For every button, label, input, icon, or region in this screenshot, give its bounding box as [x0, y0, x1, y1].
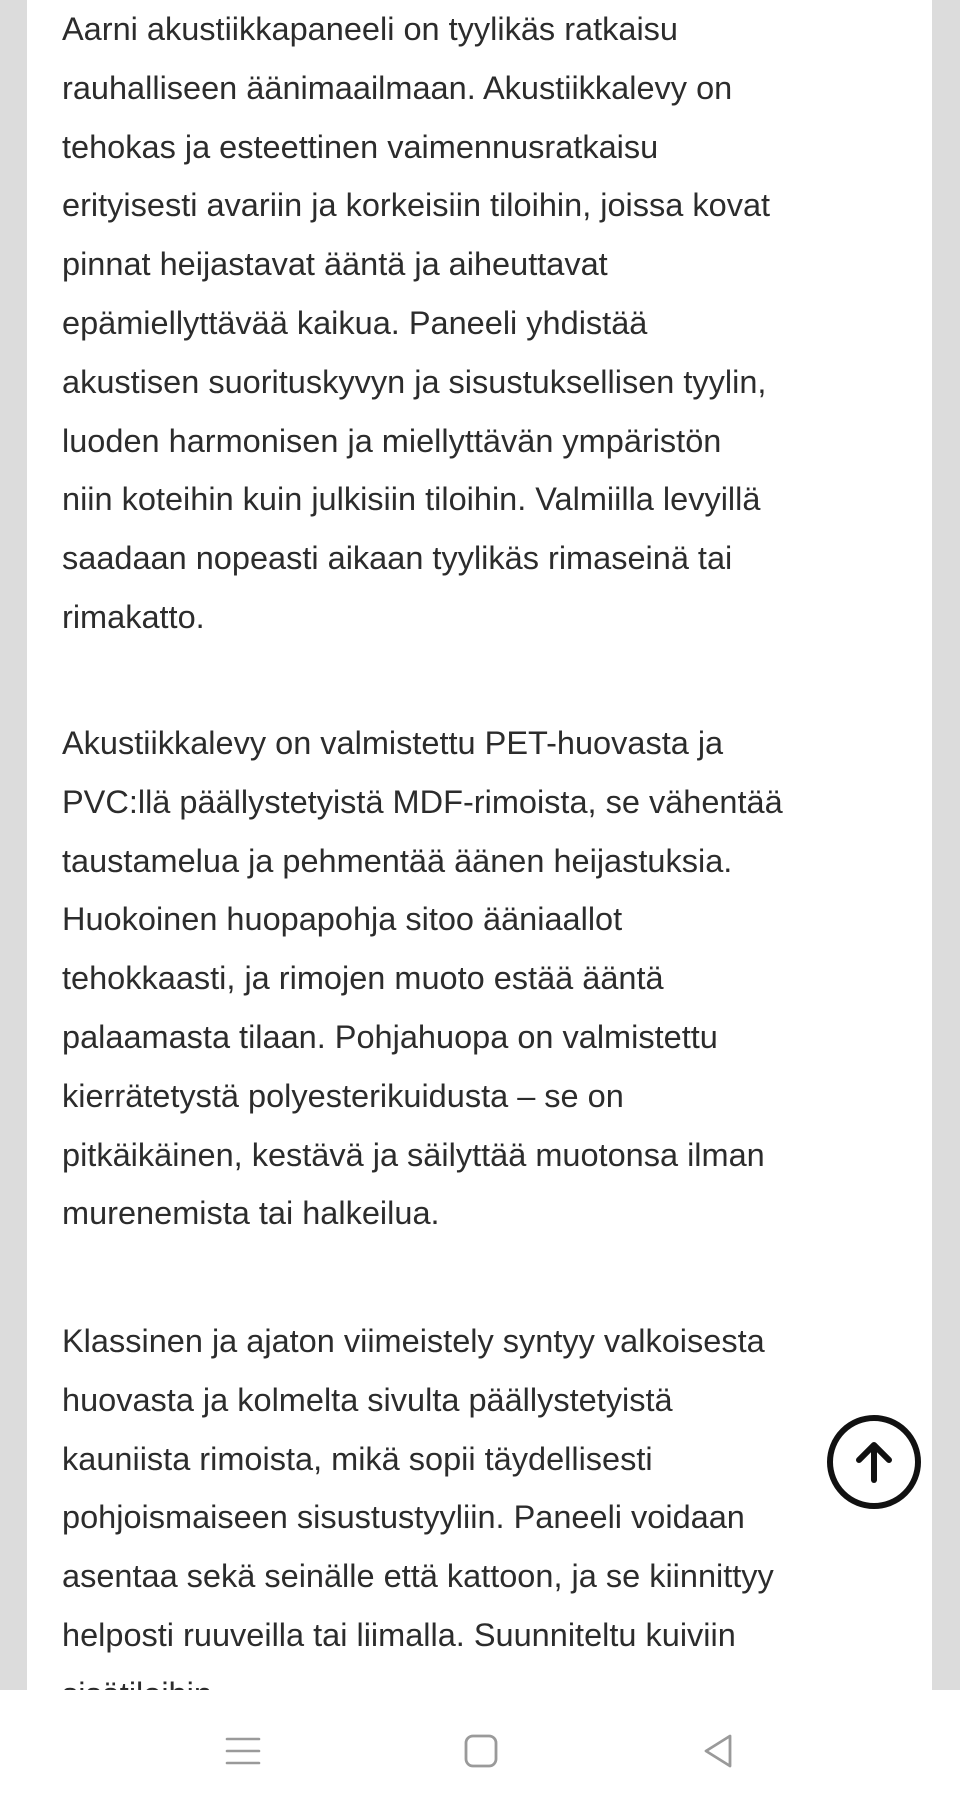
- nav-home-button[interactable]: [446, 1716, 516, 1786]
- text-line: luoden harmonisen ja miellyttävän ympäristön: [62, 422, 722, 459]
- paragraph-2: [62, 714, 783, 1243]
- text-line: pohjoismaiseen sisustustyyliin. Paneeli voidaan: [62, 1499, 745, 1536]
- text-line: epämiellyttävää kaikua. Paneeli yhdistää: [62, 304, 648, 341]
- nav-menu-button[interactable]: [208, 1716, 278, 1786]
- text-line: niin koteihin kuin julkisiin tiloihin. Valmiilla levyillä: [62, 481, 761, 518]
- text-line: huovasta ja kolmelta sivulta päällystetyistä: [62, 1381, 673, 1418]
- text-line: Aarni akustiikkapaneeli on tyylikäs ratkaisu: [62, 11, 678, 47]
- text-line: helposti ruuveilla tai liimalla. Suunniteltu kuiviin: [62, 1616, 736, 1653]
- text-line: asentaa sekä seinälle että kattoon, ja se kiinnittyy: [62, 1558, 774, 1595]
- text-line: tehokas ja esteettinen vaimennusratkaisu: [62, 128, 659, 165]
- back-triangle-icon: [698, 1731, 738, 1771]
- text-line: pitkäikäinen, kestävä ja säilyttää muotonsa ilman: [62, 1136, 765, 1173]
- text-line: tehokkaasti, ja rimojen muoto estää ääntä: [62, 960, 664, 997]
- menu-icon: [223, 1731, 263, 1771]
- text-line: akustisen suorituskyvyn ja sisustuksellisen tyylin,: [62, 363, 767, 400]
- text-line: Akustiikkalevy on valmistettu PET-huovasta ja: [62, 725, 724, 761]
- text-line: rauhalliseen äänimaailmaan. Akustiikkalevy on: [62, 69, 733, 106]
- text-line: Huokoinen huopapohja sitoo ääniaallot: [62, 901, 623, 938]
- text-line: Klassinen ja ajaton viimeistely syntyy valkoisesta: [62, 1323, 765, 1359]
- home-square-icon: [461, 1731, 501, 1771]
- text-line: kierrätetystä polyesterikuidusta – se on: [62, 1077, 624, 1114]
- text-line: pinnat heijastavat ääntä ja aiheuttavat: [62, 246, 608, 283]
- text-line: PVC:llä päällystetyistä MDF-rimoista, se vähentää: [62, 783, 783, 820]
- text-line: kauniista rimoista, mikä sopii täydellisesti: [62, 1440, 653, 1477]
- article-page: [27, 0, 932, 1690]
- nav-back-button[interactable]: [683, 1716, 753, 1786]
- scroll-to-top-button[interactable]: [827, 1415, 921, 1509]
- text-line: murenemista tai halkeilua.: [62, 1195, 440, 1232]
- paragraph-3: [62, 1312, 774, 1724]
- arrow-up-icon: [848, 1436, 900, 1488]
- paragraph-1: [62, 0, 770, 647]
- text-line: taustamelua ja pehmentää äänen heijastuksia.: [62, 842, 733, 879]
- text-line: palaamasta tilaan. Pohjahuopa on valmistettu: [62, 1018, 718, 1055]
- system-navigation-bar: [0, 1690, 960, 1807]
- text-line: rimakatto.: [62, 598, 205, 635]
- text-line: erityisesti avariin ja korkeisiin tiloihin, joissa kovat: [62, 187, 771, 224]
- text-line: saadaan nopeasti aikaan tyylikäs rimaseinä tai: [62, 540, 733, 577]
